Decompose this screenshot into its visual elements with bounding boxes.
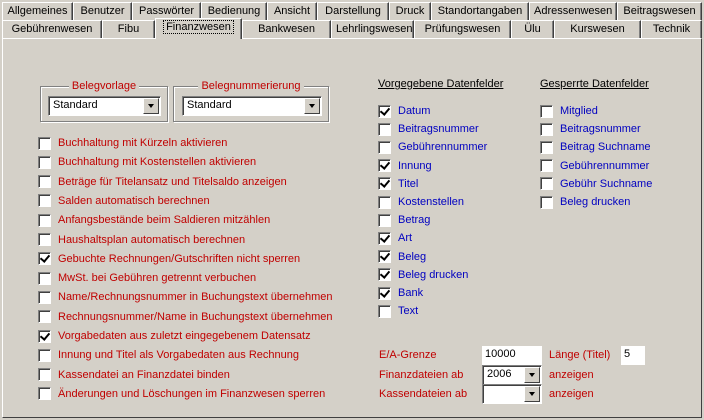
vorgegebene-field-checkbox[interactable] xyxy=(378,214,391,227)
option-label: Innung und Titel als Vorgabedaten aus Rechnung xyxy=(58,349,299,362)
tab-finanzwesen[interactable]: Finanzwesen xyxy=(155,18,242,39)
belegvorlage-value: Standard xyxy=(53,99,98,111)
vorgegebene-field-row[interactable] xyxy=(378,285,423,301)
option-row[interactable] xyxy=(38,347,299,363)
option-row[interactable] xyxy=(38,386,325,402)
option-checkbox[interactable] xyxy=(38,330,51,343)
vorgegebene-field-checkbox[interactable] xyxy=(378,159,391,172)
laenge-titel-input[interactable]: 5 xyxy=(621,346,645,365)
vorgegebene-field-checkbox[interactable] xyxy=(378,305,391,318)
vorgegebene-field-row[interactable] xyxy=(378,249,426,265)
tab-pruefungswesen[interactable]: Prüfungswesen xyxy=(414,20,511,39)
belegnummerierung-title: Belegnummerierung xyxy=(198,80,303,92)
vorgegebene-field-checkbox[interactable] xyxy=(378,123,391,136)
gesperrte-field-row[interactable] xyxy=(540,139,651,155)
vorgegebene-field-checkbox[interactable] xyxy=(378,196,391,209)
ea-grenze-input[interactable]: 10000 xyxy=(482,346,542,365)
option-checkbox[interactable] xyxy=(38,272,51,285)
vorgegebene-field-label: Text xyxy=(398,305,419,318)
chevron-down-icon[interactable] xyxy=(304,98,320,114)
gesperrte-field-checkbox[interactable] xyxy=(540,141,553,154)
option-label: MwSt. bei Gebühren getrennt verbuchen xyxy=(58,272,257,285)
option-label: Buchhaltung mit Kostenstellen aktivieren xyxy=(58,156,257,169)
vorgegebene-field-label: Beitragsnummer xyxy=(398,123,479,136)
gesperrte-field-checkbox[interactable] xyxy=(540,105,553,118)
chevron-down-icon[interactable] xyxy=(143,98,159,114)
vorgegebene-field-row[interactable] xyxy=(378,103,430,119)
chevron-down-icon[interactable] xyxy=(524,367,540,383)
tab-fibu[interactable]: Fibu xyxy=(102,20,155,39)
finanzdateien-select[interactable] xyxy=(482,365,542,385)
gesperrte-field-row[interactable] xyxy=(540,194,630,210)
tab-druck[interactable]: Druck xyxy=(389,2,431,21)
option-label: Haushaltsplan automatisch berechnen xyxy=(58,233,246,246)
vorgegebene-field-row[interactable] xyxy=(378,212,430,228)
vorgegebene-field-label: Titel xyxy=(398,177,419,190)
kassendateien-suffix: anzeigen xyxy=(549,388,594,400)
option-label: Salden automatisch berechnen xyxy=(58,194,210,207)
option-row[interactable] xyxy=(38,232,245,248)
option-label: Vorgabedaten aus zuletzt eingegebenem Datensatz xyxy=(58,330,311,342)
vorgegebene-field-checkbox[interactable] xyxy=(378,177,391,190)
belegvorlage-select[interactable] xyxy=(48,96,161,116)
vorgegebene-field-label: Beleg xyxy=(398,250,427,263)
option-row[interactable] xyxy=(38,309,333,325)
finanzdateien-label: Finanzdateien ab xyxy=(379,369,464,381)
gesperrte-field-label: Beitrag Suchname xyxy=(560,141,651,154)
tab-allgemeines[interactable]: Allgemeines xyxy=(2,2,73,21)
option-label: Anfangsbestände beim Saldieren mitzählen xyxy=(58,214,271,227)
tab-benutzer[interactable]: Benutzer xyxy=(73,2,132,21)
option-checkbox[interactable] xyxy=(38,214,51,227)
finanzdateien-value: 2006 xyxy=(487,368,512,380)
vorgegebene-field-row[interactable] xyxy=(378,139,487,155)
option-label: Beträge für Titelansatz und Titelsaldo anzeigen xyxy=(58,175,287,188)
option-label: Gebuchte Rechnungen/Gutschriften nicht sperren xyxy=(58,252,301,265)
vorgegebene-field-label: Art xyxy=(398,232,413,245)
chevron-down-icon[interactable] xyxy=(524,386,540,402)
tab-darstellung[interactable]: Darstellung xyxy=(317,2,389,21)
gesperrte-heading: Gesperrte Datenfelder xyxy=(540,78,649,90)
vorgegebene-field-label: Beleg drucken xyxy=(398,268,469,281)
vorgegebene-field-checkbox[interactable] xyxy=(378,250,391,263)
gesperrte-field-row[interactable] xyxy=(540,158,649,174)
tab-lehrlingswesen[interactable]: Lehrlingswesen xyxy=(331,20,414,39)
option-row[interactable] xyxy=(38,270,256,286)
option-checkbox[interactable] xyxy=(38,194,51,207)
option-checkbox[interactable] xyxy=(38,310,51,323)
vorgegebene-field-checkbox[interactable] xyxy=(378,268,391,281)
tab-beitragswesen[interactable]: Beitragswesen xyxy=(617,2,702,21)
option-row[interactable] xyxy=(38,193,210,209)
vorgegebene-field-row[interactable] xyxy=(378,267,468,283)
gesperrte-field-label: Beleg drucken xyxy=(560,196,631,208)
tab-standortangaben[interactable]: Standortangaben xyxy=(431,2,529,21)
vorgegebene-field-row[interactable] xyxy=(378,121,479,137)
gesperrte-field-label: Gebührennummer xyxy=(560,159,650,172)
vorgegebene-field-label: Gebührennummer xyxy=(398,141,488,154)
option-checkbox[interactable] xyxy=(38,387,51,400)
vorgegebene-field-row[interactable] xyxy=(378,176,418,192)
vorgegebene-heading: Vorgegebene Datenfelder xyxy=(378,78,504,90)
tab-kurswesen[interactable]: Kurswesen xyxy=(554,20,641,39)
belegvorlage-title: Belegvorlage xyxy=(69,80,139,92)
option-checkbox[interactable] xyxy=(38,291,51,304)
option-row[interactable] xyxy=(38,174,287,190)
gesperrte-field-label: Mitglied xyxy=(560,105,598,117)
vorgegebene-field-label: Bank xyxy=(398,287,424,299)
tab-technik[interactable]: Technik xyxy=(641,20,702,39)
vorgegebene-field-checkbox[interactable] xyxy=(378,141,391,154)
option-checkbox[interactable] xyxy=(38,175,51,188)
option-row[interactable] xyxy=(38,367,230,383)
option-checkbox[interactable] xyxy=(38,349,51,362)
vorgegebene-field-label: Datum xyxy=(398,105,431,117)
option-label: Name/Rechnungsnummer in Buchungstext übernehmen xyxy=(58,291,333,304)
vorgegebene-field-checkbox[interactable] xyxy=(378,232,391,245)
gesperrte-field-label: Gebühr Suchname xyxy=(560,177,653,190)
option-row[interactable] xyxy=(38,135,227,151)
tab-adressenwesen[interactable]: Adressenwesen xyxy=(529,2,617,21)
gesperrte-field-row[interactable] xyxy=(540,176,652,192)
vorgegebene-field-label: Betrag xyxy=(398,214,431,227)
option-label: Rechnungsnummer/Name in Buchungstext übernehmen xyxy=(58,310,333,323)
option-checkbox[interactable] xyxy=(38,137,51,150)
laenge-titel-label: Länge (Titel) xyxy=(549,349,611,361)
vorgegebene-field-row[interactable] xyxy=(378,230,412,246)
gesperrte-field-row[interactable] xyxy=(540,121,641,137)
vorgegebene-field-row[interactable] xyxy=(378,194,464,210)
option-checkbox[interactable] xyxy=(38,156,51,169)
gesperrte-field-label: Beitragsnummer xyxy=(560,123,641,136)
gesperrte-field-checkbox[interactable] xyxy=(540,159,553,172)
belegnummerierung-value: Standard xyxy=(187,99,232,111)
option-row[interactable] xyxy=(38,212,270,228)
gesperrte-field-checkbox[interactable] xyxy=(540,196,553,209)
option-row[interactable] xyxy=(38,328,311,344)
option-checkbox[interactable] xyxy=(38,368,51,381)
option-checkbox[interactable] xyxy=(38,252,51,265)
option-row[interactable] xyxy=(38,289,333,305)
tab-gebuehrenwesen[interactable]: Gebührenwesen xyxy=(2,20,102,39)
tab-bedienung[interactable]: Bedienung xyxy=(201,2,267,21)
gesperrte-field-row[interactable] xyxy=(540,103,598,119)
gesperrte-field-checkbox[interactable] xyxy=(540,177,553,190)
gesperrte-field-checkbox[interactable] xyxy=(540,123,553,136)
tab-ulu[interactable]: Ülu xyxy=(511,20,554,39)
vorgegebene-field-checkbox[interactable] xyxy=(378,287,391,300)
option-label: Buchhaltung mit Kürzeln aktivieren xyxy=(58,137,228,149)
finanzdateien-suffix: anzeigen xyxy=(549,369,594,381)
option-label: Änderungen und Löschungen im Finanzwesen sperren xyxy=(58,387,326,400)
option-label: Kassendatei an Finanzdatei binden xyxy=(58,368,230,381)
vorgegebene-field-row[interactable] xyxy=(378,158,432,174)
option-checkbox[interactable] xyxy=(38,233,51,246)
belegnummerierung-select[interactable] xyxy=(182,96,322,116)
option-row[interactable] xyxy=(38,251,300,267)
vorgegebene-field-label: Kostenstellen xyxy=(398,196,465,208)
option-row[interactable] xyxy=(38,154,256,170)
vorgegebene-field-row[interactable] xyxy=(378,303,418,319)
kassendateien-select[interactable] xyxy=(482,384,542,404)
tab-passwoerter[interactable]: Passwörter xyxy=(132,2,201,21)
ea-grenze-label: E/A-Grenze xyxy=(379,349,437,361)
kassendateien-label: Kassendateien ab xyxy=(379,388,468,400)
vorgegebene-field-label: Innung xyxy=(398,159,432,172)
tab-ansicht[interactable]: Ansicht xyxy=(267,2,317,21)
tab-bankwesen[interactable]: Bankwesen xyxy=(242,20,331,39)
vorgegebene-field-checkbox[interactable] xyxy=(378,105,391,118)
